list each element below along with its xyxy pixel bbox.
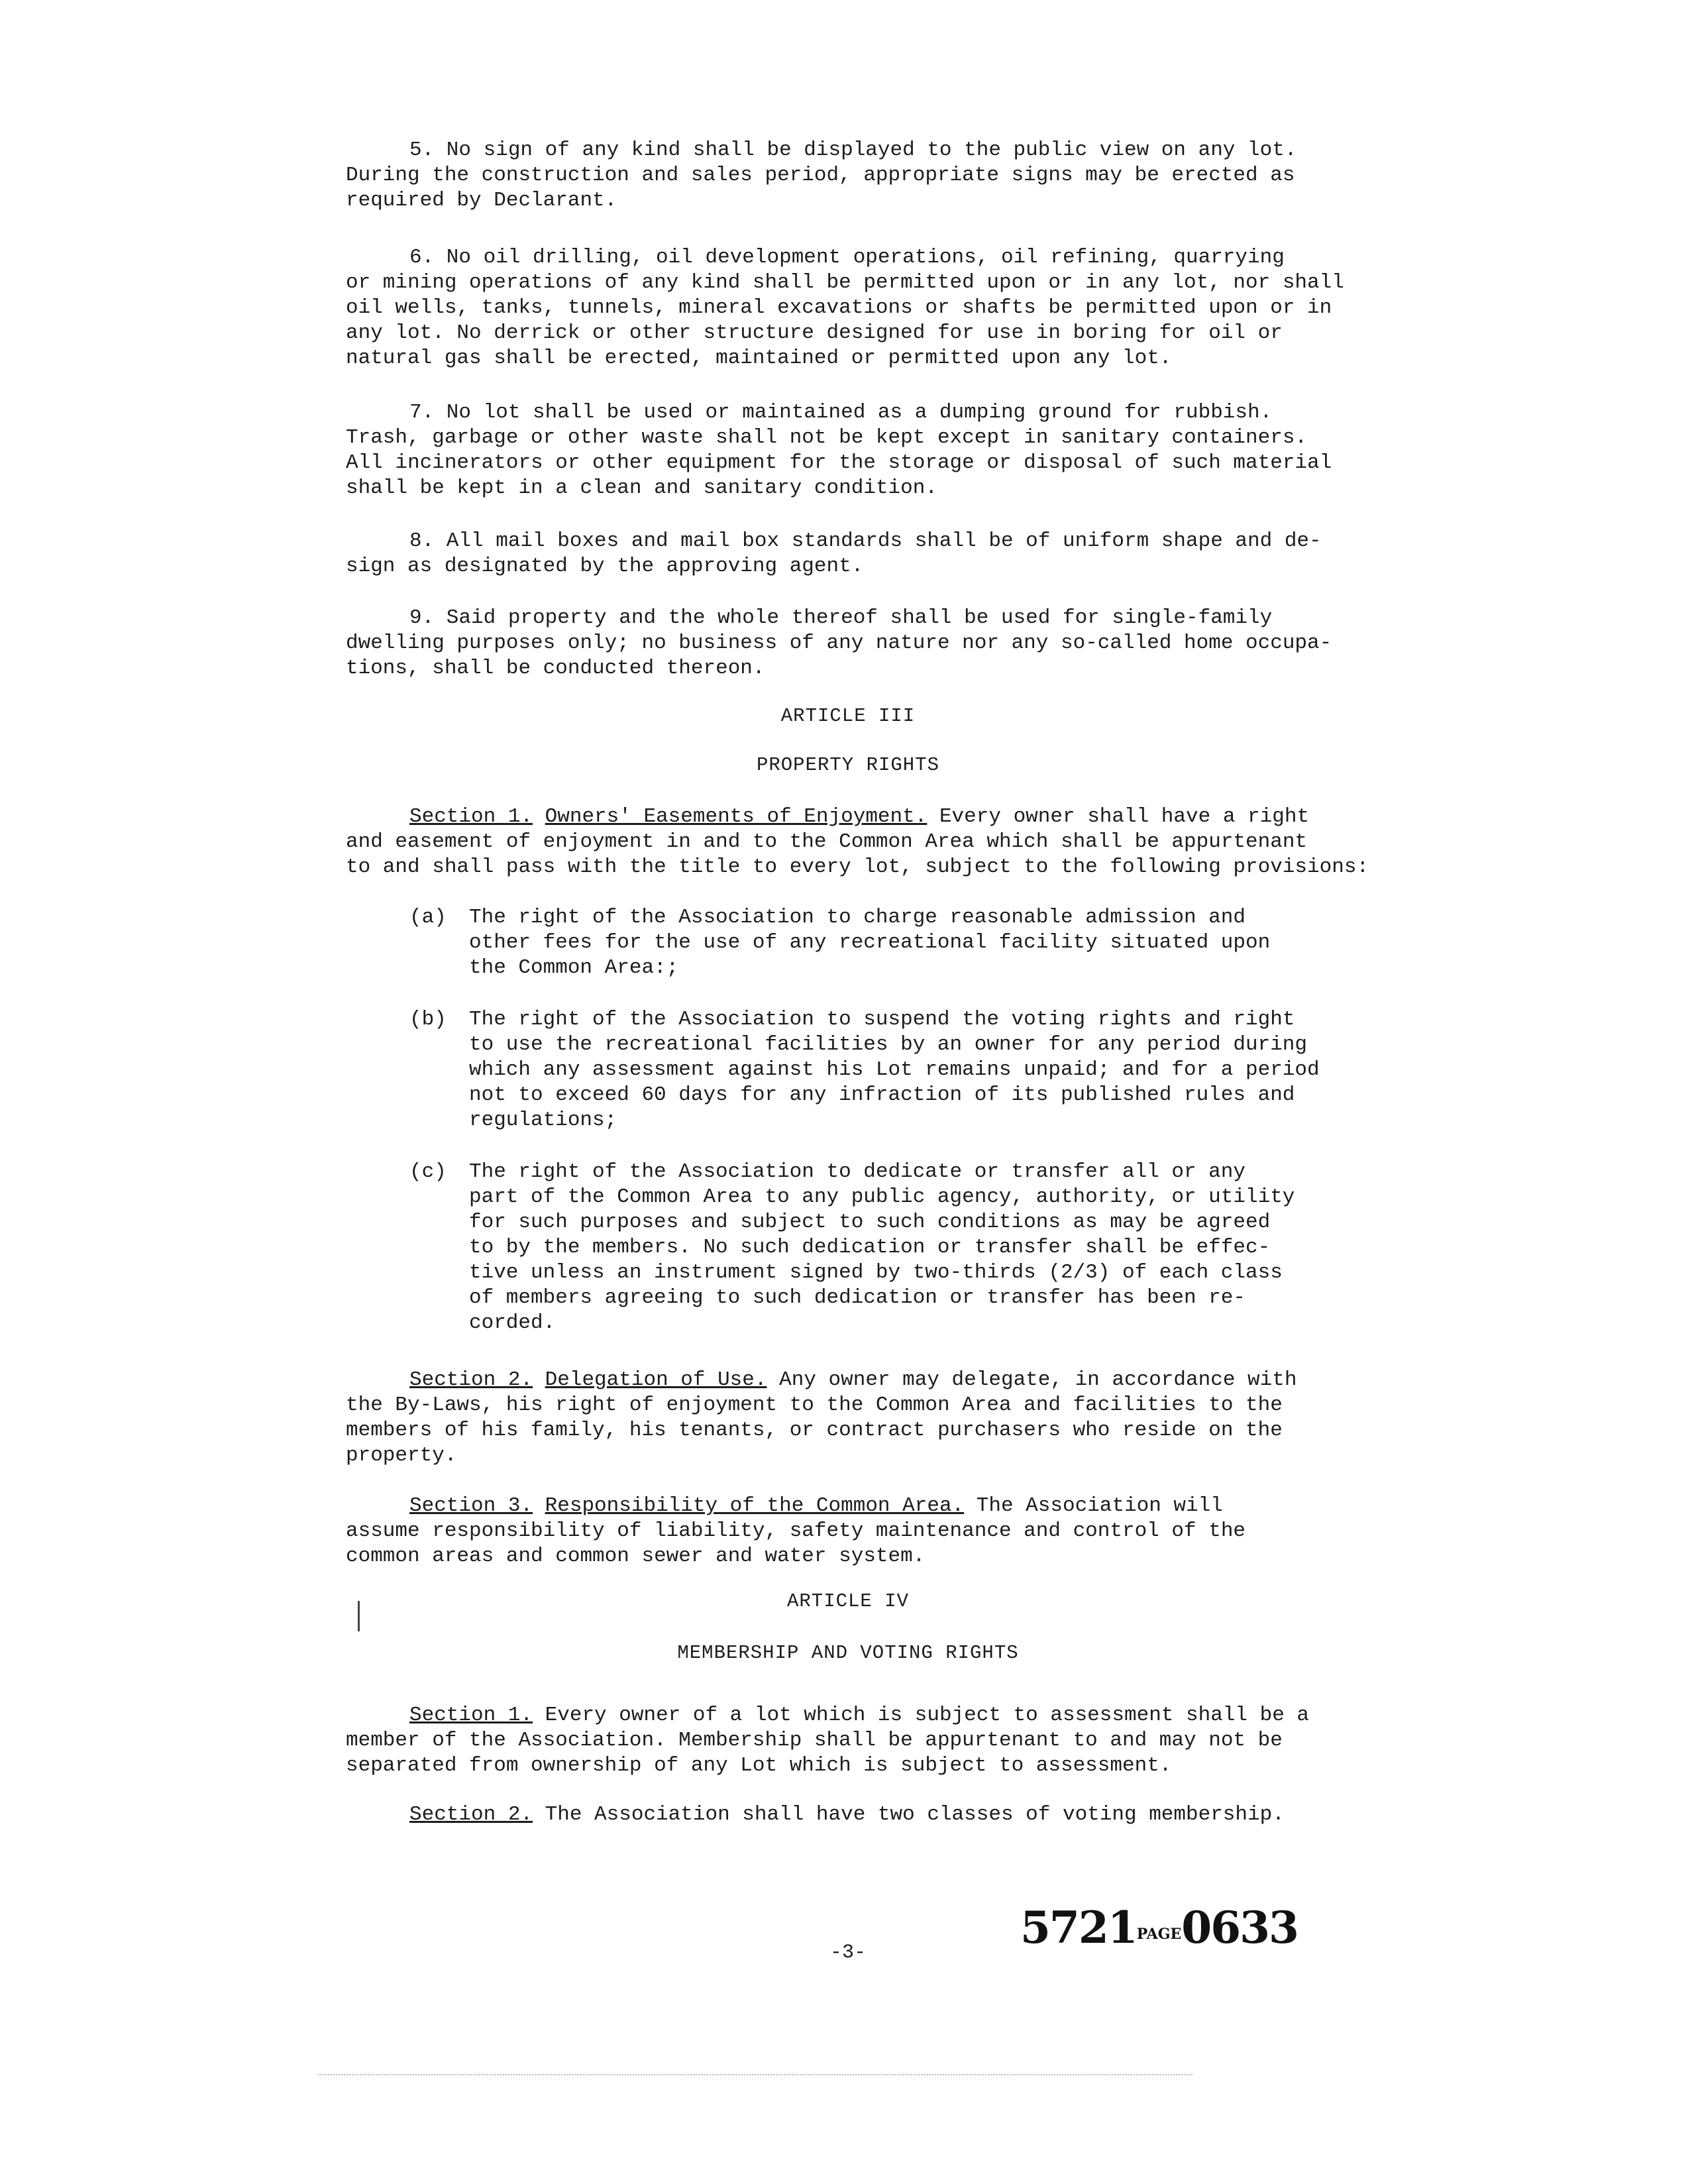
page-number: -3- (829, 1941, 866, 1964)
section-number: Section 1. (409, 805, 533, 828)
section-body: Every owner of a lot which is subject to assessment shall be a member of the Association. Membership shall be appurtenant to and may not be separated from ownership of any Lot which is subject to assessment. (346, 1704, 1310, 1777)
restriction-9 (346, 606, 1419, 681)
article-4-subtitle: MEMBERSHIP AND VOTING RIGHTS (677, 1642, 1019, 1664)
restriction-7-text: 7. No lot shall be used or maintained as a dumping ground for rubbish. Trash, garbage or other waste shall not be kept except in sanitary containers. All incinerators or other equipment for the storage or disposal of such material shall be kept in a clean and sanitary condition. (346, 401, 1332, 500)
restriction-5 (346, 138, 1419, 213)
section-number: Section 2. (409, 1368, 533, 1392)
restriction-7 (346, 400, 1419, 501)
provision-a-letter: (a) (409, 906, 447, 929)
section-title: Delegation of Use. (545, 1368, 767, 1392)
section-body: The Association shall have two classes of voting membership. (545, 1803, 1285, 1826)
article-3-section-3 (346, 1494, 1419, 1569)
scan-artifact-line (318, 2074, 1192, 2077)
article-4-section-2 (346, 1802, 1419, 1828)
section-number: Section 1. (409, 1704, 533, 1727)
restriction-9-text: 9. Said property and the whole thereof shall be used for single-family dwelling purposes only; no business of any nature nor any so-called home occupa- tions, shall be conducted thereon. (346, 606, 1332, 680)
restriction-8-text: 8. All mail boxes and mail box standards shall be of uniform shape and de- sign as designated by the approving agent. (346, 529, 1322, 578)
section-number: Section 3. (409, 1494, 533, 1517)
provision-c-text: The right of the Association to dedicate or transfer all or any part of the Common Area to any public agency, authority, or utility for such purposes and subject to such conditions as may be agreed to by the members. No such dedication or transfer shall be effec- tive unless an instrument signed by two-thirds (2/3) of each class of members agreeing to such dedication or transfer has been re- corded. (469, 1160, 1295, 1335)
restriction-6 (346, 245, 1419, 371)
article-4-title: ARTICLE IV (786, 1590, 910, 1612)
article-4-section-1 (346, 1703, 1419, 1778)
provision-c-letter: (c) (409, 1160, 447, 1183)
section-title: Responsibility of the Common Area. (545, 1494, 965, 1517)
stamp-page: 0633 (1181, 1902, 1298, 1953)
restriction-5-text: 5. No sign of any kind shall be displayed to the public view on any lot. During the construction and sales period, appropriate signs may be erected as required by Declarant. (346, 138, 1297, 212)
restriction-8 (346, 529, 1419, 579)
article-3-section-1 (346, 804, 1419, 880)
article-3-section-2 (346, 1368, 1419, 1468)
provision-b-text: The right of the Association to suspend the voting rights and right to use the recreational facilities by an owner for any period during which any assessment against his Lot remains unpaid; and for a period not to exceed 60 days for any infraction of its published rules and regulations; (469, 1008, 1320, 1132)
section-body: Any owner may delegate, in accordance with the By-Laws, his right of enjoyment to the Common Area and facilities to the members of his family, his tenants, or contract purchasers who reside on the property. (346, 1368, 1297, 1467)
article-3-title: ARTICLE III (780, 705, 916, 727)
stamp-book: 5721 (1020, 1902, 1137, 1953)
stamp-page-label: PAGE (1136, 1926, 1182, 1943)
section-body: The Association will assume responsibility of liability, safety maintenance and control of the common areas and common sewer and water system. (346, 1494, 1246, 1568)
provision-a-text: The right of the Association to charge reasonable admission and other fees for the use of any recreational facility situated upon the Common Area:; (469, 906, 1271, 979)
section-body: Every owner shall have a right and easement of enjoyment in and to the Common Area which shall be appurtenant to and shall pass with the title to every lot, subject to the following provisions: (346, 805, 1369, 879)
section-title: Owners' Easements of Enjoyment. (545, 805, 928, 828)
article-3-subtitle: PROPERTY RIGHTS (756, 754, 940, 776)
restriction-6-text: 6. No oil drilling, oil development operations, oil refining, quarrying or mining operations of any kind shall be permitted upon or in any lot, nor shall oil wells, tanks, tunnels, mineral excavations or shafts be permitted upon or in any lot. No derrick or other structure designed for use in boring for oil or natural gas shall be erected, maintained or permitted upon any lot. (346, 246, 1344, 370)
provision-b-letter: (b) (409, 1008, 447, 1031)
section-number: Section 2. (409, 1803, 533, 1826)
